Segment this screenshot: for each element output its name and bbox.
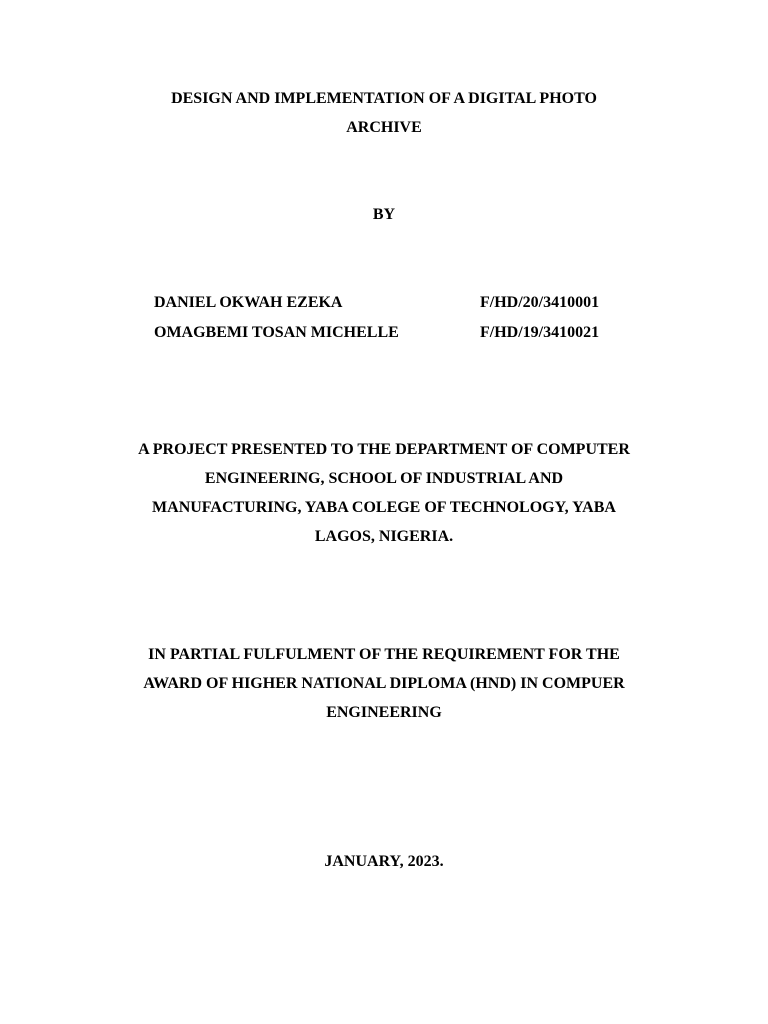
date-text: JANUARY, 2023. xyxy=(324,853,444,870)
author-name: DANIEL OKWAH EZEKA xyxy=(154,294,343,311)
fulfilment-line-3: ENGINEERING xyxy=(326,704,442,721)
presentation-line-3: MANUFACTURING, YABA COLEGE OF TECHNOLOGY, YABA xyxy=(152,499,616,516)
presentation-line-1: A PROJECT PRESENTED TO THE DEPARTMENT OF COMPUTER xyxy=(138,441,630,458)
presentation-line-2: ENGINEERING, SCHOOL OF INDUSTRIAL AND xyxy=(204,470,564,487)
project-title-line-2: ARCHIVE xyxy=(346,119,422,136)
author-list xyxy=(0,288,768,348)
fulfilment-line-2: AWARD OF HIGHER NATIONAL DIPLOMA (HND) IN COMPUER xyxy=(143,675,625,692)
author-name: OMAGBEMI TOSAN MICHELLE xyxy=(154,324,399,341)
author-row xyxy=(0,318,768,348)
fulfilment-statement xyxy=(0,640,768,727)
fulfilment-line-1: IN PARTIAL FULFULMENT OF THE REQUIREMENT FOR THE xyxy=(148,646,620,663)
submission-date xyxy=(0,847,768,876)
by-text: BY xyxy=(372,206,396,223)
project-title xyxy=(0,84,768,142)
presentation-line-4: LAGOS, NIGERIA. xyxy=(314,528,454,545)
author-row xyxy=(0,288,768,318)
by-label xyxy=(0,200,768,229)
project-title-line-1: DESIGN AND IMPLEMENTATION OF A DIGITAL PHOTO xyxy=(171,90,597,107)
presentation-statement xyxy=(0,435,768,551)
author-matric-number: F/HD/20/3410001 xyxy=(480,294,600,311)
author-matric-number: F/HD/19/3410021 xyxy=(480,324,600,341)
